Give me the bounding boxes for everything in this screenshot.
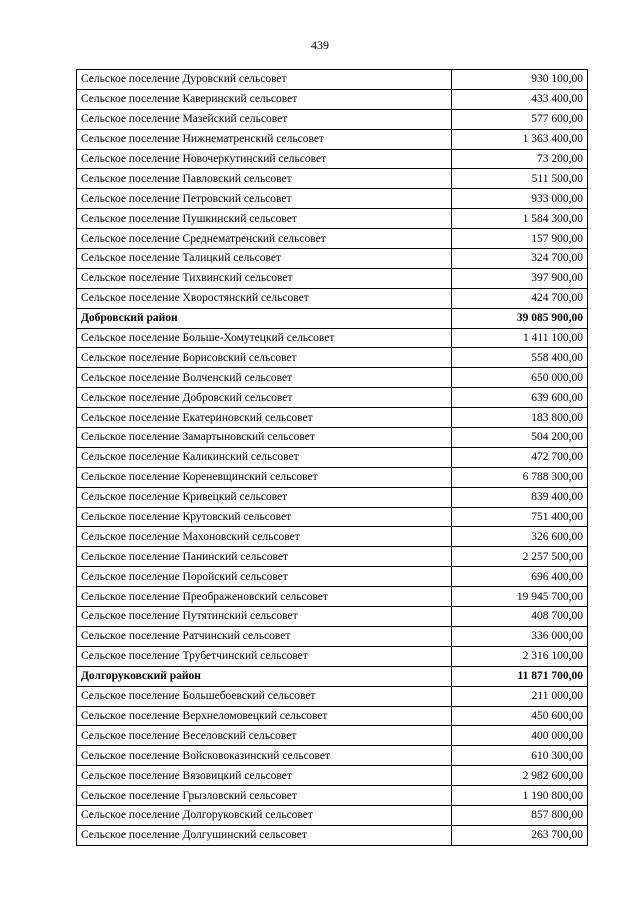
- table-row: [77, 467, 588, 487]
- settlement-name: Сельское поселение Грызловский сельсовет: [77, 786, 452, 806]
- table-row: [77, 567, 588, 587]
- district-total-amount: 39 085 900,00: [452, 308, 588, 328]
- settlement-name: Сельское поселение Больше-Хомутецкий сельсовет: [77, 328, 452, 348]
- table-row: [77, 447, 588, 467]
- allocation-amount: 558 400,00: [452, 348, 588, 368]
- table-row: [77, 527, 588, 547]
- settlement-name: Сельское поселение Веселовский сельсовет: [77, 726, 452, 746]
- table-row: [77, 726, 588, 746]
- settlement-name: Сельское поселение Петровский сельсовет: [77, 189, 452, 209]
- table-row: [77, 706, 588, 726]
- settlement-name: Сельское поселение Дуровский сельсовет: [77, 70, 452, 90]
- allocation-amount: 2 316 100,00: [452, 646, 588, 666]
- settlement-name: Сельское поселение Долгушинский сельсовет: [77, 825, 452, 845]
- allocation-amount: 19 945 700,00: [452, 587, 588, 607]
- allocation-amount: 472 700,00: [452, 447, 588, 467]
- settlement-name: Сельское поселение Панинский сельсовет: [77, 547, 452, 567]
- allocation-amount: 751 400,00: [452, 507, 588, 527]
- allocation-amount: 839 400,00: [452, 487, 588, 507]
- settlement-name: Сельское поселение Талицкий сельсовет: [77, 249, 452, 269]
- settlement-name: Сельское поселение Каликинский сельсовет: [77, 447, 452, 467]
- page-number: 439: [311, 38, 329, 52]
- settlement-name: Сельское поселение Поройский сельсовет: [77, 567, 452, 587]
- allocation-amount: 211 000,00: [452, 686, 588, 706]
- allocation-amount: 2 257 500,00: [452, 547, 588, 567]
- table-row: [77, 348, 588, 368]
- allocation-amount: 397 900,00: [452, 268, 588, 288]
- settlement-name: Сельское поселение Павловский сельсовет: [77, 169, 452, 189]
- table-row: [77, 169, 588, 189]
- table-row: [77, 746, 588, 766]
- table-row: [77, 428, 588, 448]
- settlement-name: Сельское поселение Войсковоказинский сельсовет: [77, 746, 452, 766]
- settlement-name: Сельское поселение Кривецкий сельсовет: [77, 487, 452, 507]
- allocation-amount: 183 800,00: [452, 408, 588, 428]
- table-row: [77, 70, 588, 90]
- settlement-name: Сельское поселение Преображеновский сельсовет: [77, 587, 452, 607]
- allocation-amount: 400 000,00: [452, 726, 588, 746]
- settlement-name: Сельское поселение Волченский сельсовет: [77, 368, 452, 388]
- settlement-name: Сельское поселение Новочеркутинский сельсовет: [77, 149, 452, 169]
- table-row: [77, 129, 588, 149]
- allocation-amount: 424 700,00: [452, 288, 588, 308]
- table-row: [77, 646, 588, 666]
- allocation-amount: 1 363 400,00: [452, 129, 588, 149]
- table-row: [77, 328, 588, 348]
- allocation-amount: 930 100,00: [452, 70, 588, 90]
- allocation-amount: 696 400,00: [452, 567, 588, 587]
- allocation-amount: 6 788 300,00: [452, 467, 588, 487]
- table-row: [77, 626, 588, 646]
- table-row: [77, 686, 588, 706]
- table-row: [77, 388, 588, 408]
- table-row: [77, 189, 588, 209]
- allocation-amount: 639 600,00: [452, 388, 588, 408]
- table-row: [77, 109, 588, 129]
- table-row: [77, 587, 588, 607]
- settlement-name: Сельское поселение Верхнеломовецкий сельсовет: [77, 706, 452, 726]
- allocation-amount: 511 500,00: [452, 169, 588, 189]
- settlement-name: Сельское поселение Екатериновский сельсовет: [77, 408, 452, 428]
- table-row: [77, 607, 588, 627]
- table-row: [77, 786, 588, 806]
- allocation-amount: 73 200,00: [452, 149, 588, 169]
- table-row: [77, 209, 588, 229]
- district-row: [77, 666, 588, 686]
- allocation-amount: 263 700,00: [452, 825, 588, 845]
- district-total-amount: 11 871 700,00: [452, 666, 588, 686]
- table-row: [77, 268, 588, 288]
- allocation-amount: 504 200,00: [452, 428, 588, 448]
- settlement-name: Сельское поселение Вязовицкий сельсовет: [77, 766, 452, 786]
- settlement-name: Сельское поселение Хворостянский сельсовет: [77, 288, 452, 308]
- table-row: [77, 766, 588, 786]
- table-row: [77, 825, 588, 845]
- settlement-name: Сельское поселение Добровский сельсовет: [77, 388, 452, 408]
- allocation-amount: 577 600,00: [452, 109, 588, 129]
- settlement-name: Сельское поселение Нижнематренский сельсовет: [77, 129, 452, 149]
- budget-allocation-table: [76, 69, 588, 846]
- allocation-amount: 450 600,00: [452, 706, 588, 726]
- table-row: [77, 229, 588, 249]
- allocation-amount: 2 982 600,00: [452, 766, 588, 786]
- settlement-name: Сельское поселение Махоновский сельсовет: [77, 527, 452, 547]
- allocation-amount: 324 700,00: [452, 249, 588, 269]
- table-row: [77, 408, 588, 428]
- settlement-name: Сельское поселение Борисовский сельсовет: [77, 348, 452, 368]
- table-row: [77, 805, 588, 825]
- table-row: [77, 547, 588, 567]
- district-name: Долгоруковский район: [77, 666, 452, 686]
- table-row: [77, 149, 588, 169]
- settlement-name: Сельское поселение Среднематренский сельсовет: [77, 229, 452, 249]
- allocation-amount: 326 600,00: [452, 527, 588, 547]
- settlement-name: Сельское поселение Тихвинский сельсовет: [77, 268, 452, 288]
- table-row: [77, 89, 588, 109]
- table-row: [77, 368, 588, 388]
- allocation-amount: 1 584 300,00: [452, 209, 588, 229]
- settlement-name: Сельское поселение Пушкинский сельсовет: [77, 209, 452, 229]
- allocation-amount: 1 190 800,00: [452, 786, 588, 806]
- allocation-amount: 933 000,00: [452, 189, 588, 209]
- settlement-name: Сельское поселение Кореневщинский сельсовет: [77, 467, 452, 487]
- table-row: [77, 507, 588, 527]
- district-name: Добровский район: [77, 308, 452, 328]
- table-row: [77, 487, 588, 507]
- allocation-amount: 157 900,00: [452, 229, 588, 249]
- table-row: [77, 249, 588, 269]
- settlement-name: Сельское поселение Ратчинский сельсовет: [77, 626, 452, 646]
- table-row: [77, 288, 588, 308]
- settlement-name: Сельское поселение Трубетчинский сельсовет: [77, 646, 452, 666]
- settlement-name: Сельское поселение Путятинский сельсовет: [77, 607, 452, 627]
- settlement-name: Сельское поселение Мазейский сельсовет: [77, 109, 452, 129]
- allocation-amount: 857 800,00: [452, 805, 588, 825]
- allocation-amount: 433 400,00: [452, 89, 588, 109]
- budget-table-body: [77, 70, 588, 846]
- district-row: [77, 308, 588, 328]
- settlement-name: Сельское поселение Крутовский сельсовет: [77, 507, 452, 527]
- allocation-amount: 650 000,00: [452, 368, 588, 388]
- settlement-name: Сельское поселение Большебоевский сельсовет: [77, 686, 452, 706]
- allocation-amount: 610 300,00: [452, 746, 588, 766]
- settlement-name: Сельское поселение Долгоруковский сельсовет: [77, 805, 452, 825]
- settlement-name: Сельское поселение Каверинский сельсовет: [77, 89, 452, 109]
- allocation-amount: 1 411 100,00: [452, 328, 588, 348]
- allocation-amount: 408 700,00: [452, 607, 588, 627]
- settlement-name: Сельское поселение Замартыновский сельсовет: [77, 428, 452, 448]
- allocation-amount: 336 000,00: [452, 626, 588, 646]
